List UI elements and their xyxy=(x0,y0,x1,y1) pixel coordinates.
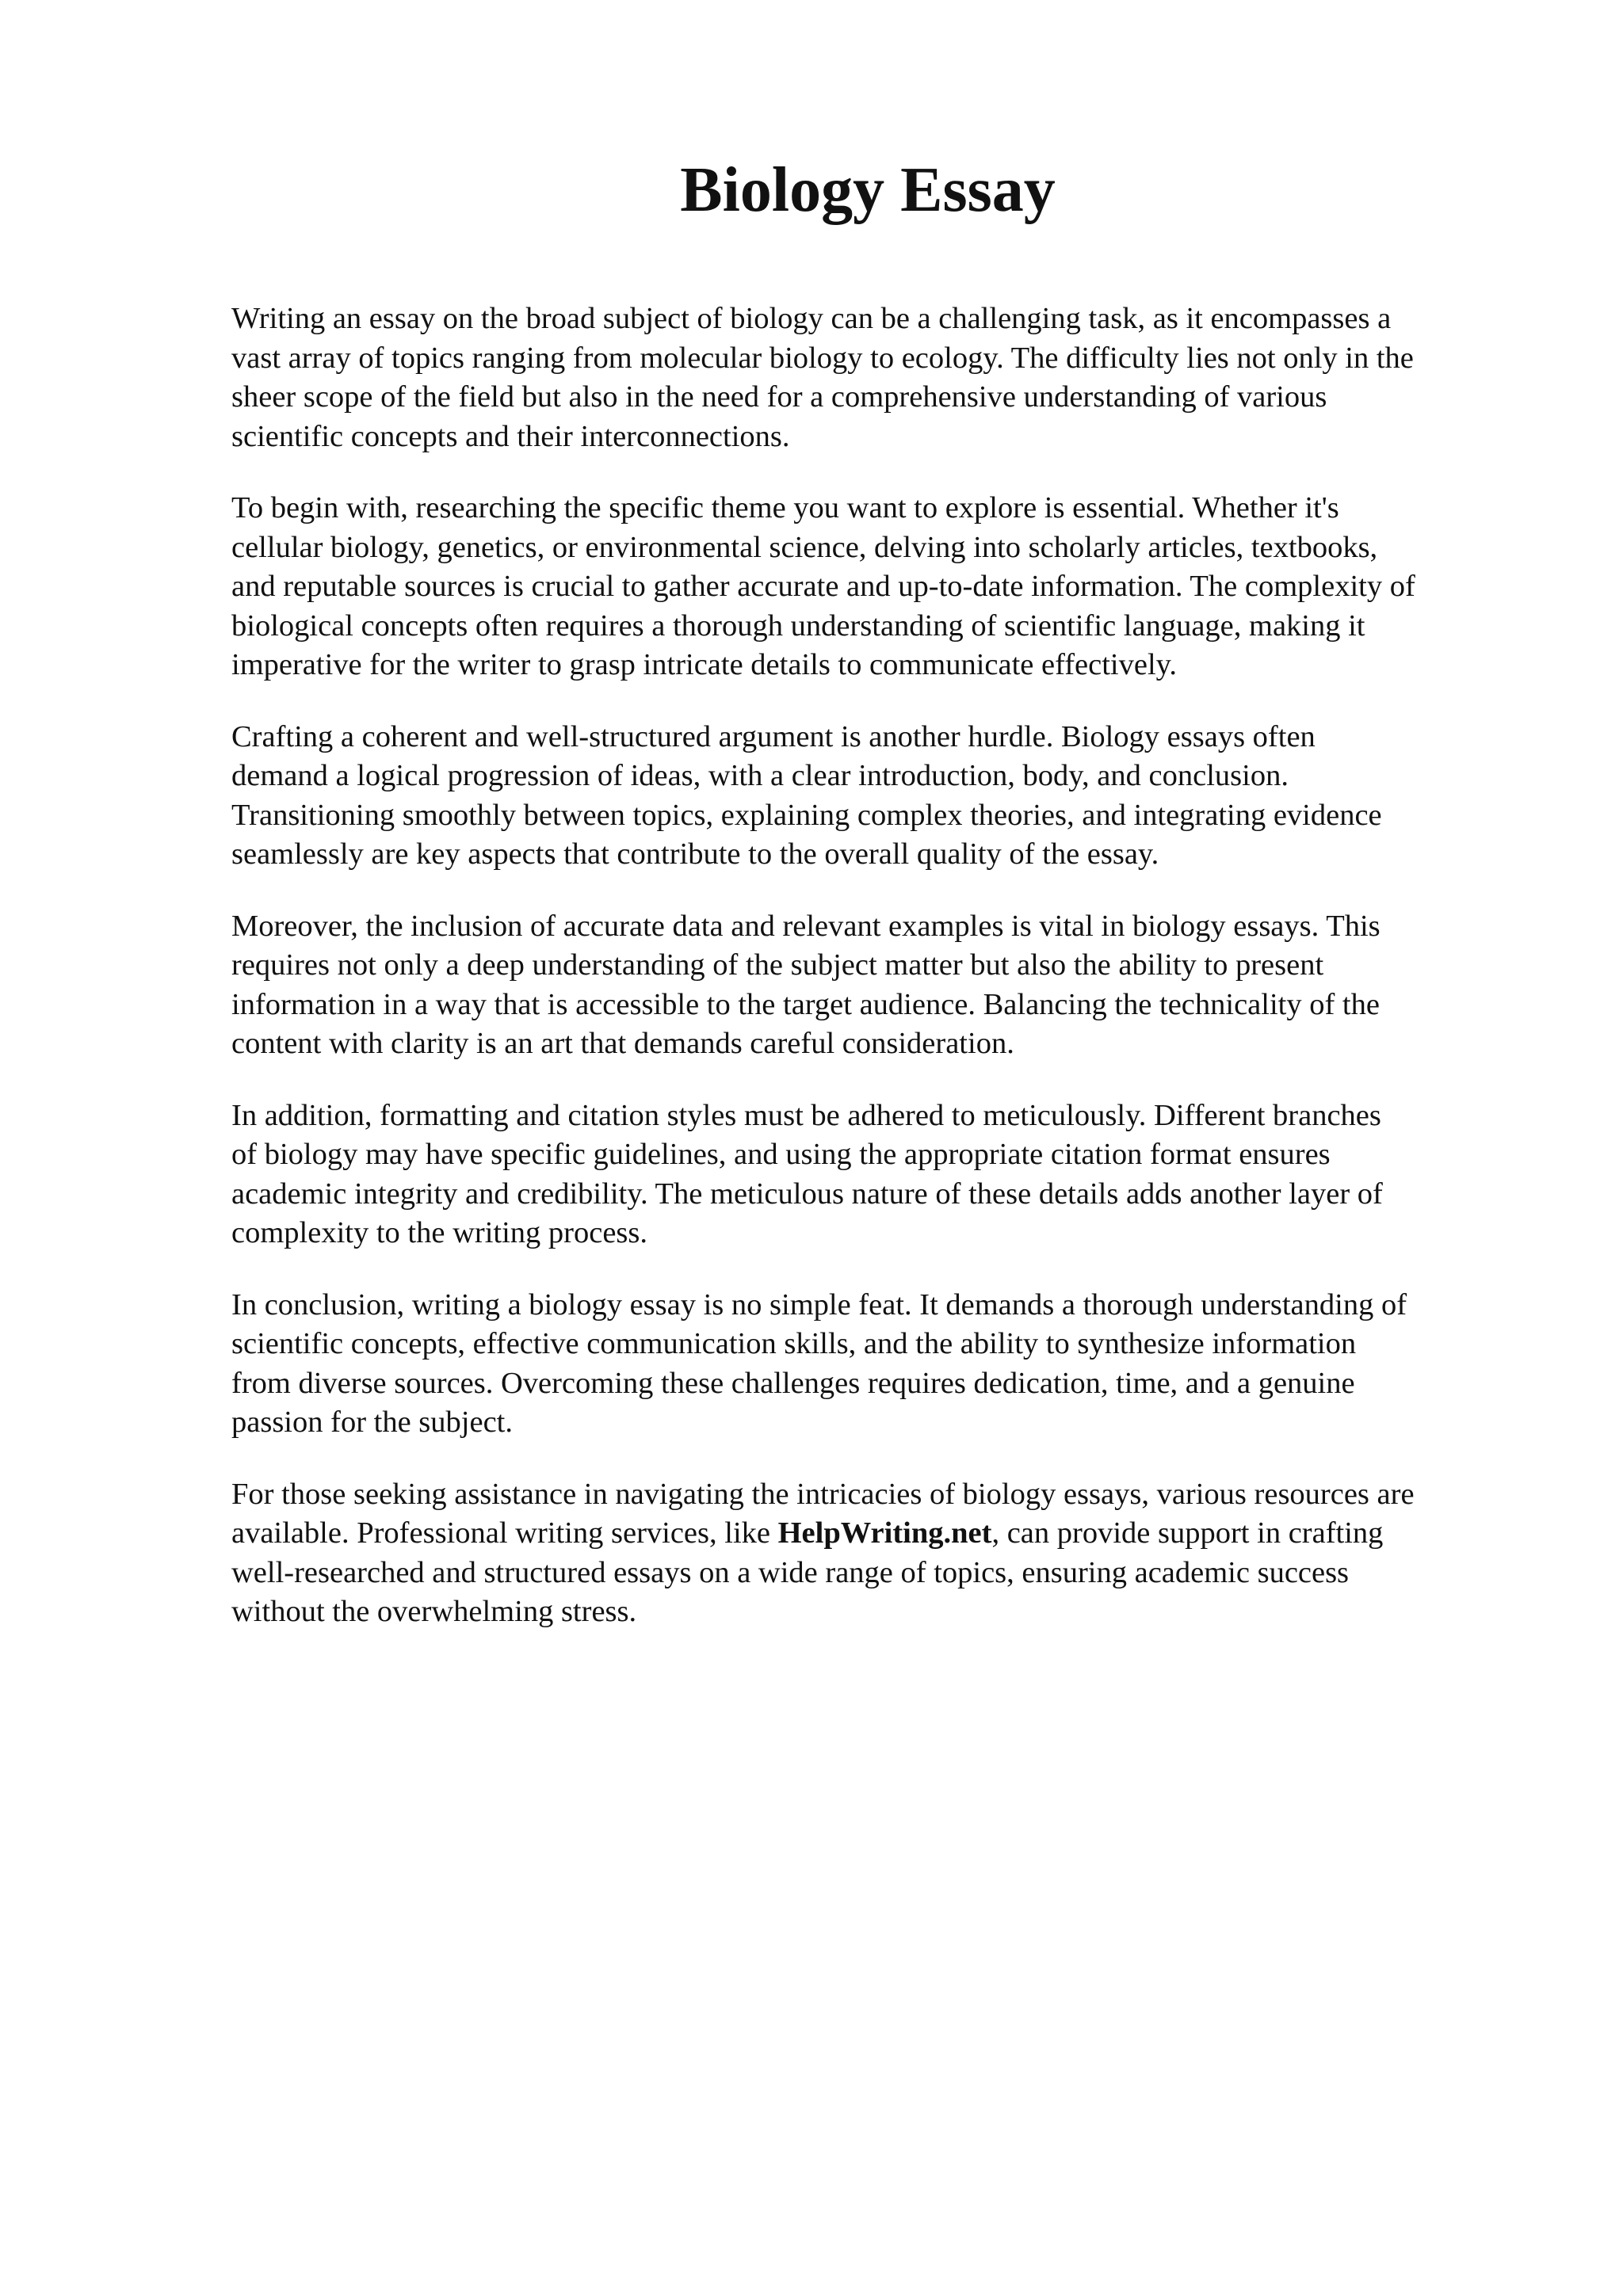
closing-line-2-before: available. Professional writing services, like xyxy=(231,1516,778,1550)
closing-paragraph xyxy=(231,1475,1515,1632)
closing-line-3: well-researched and structured essays on a wide range of topics, ensuring academic success xyxy=(231,1555,1350,1589)
paragraph-line: of biology may have specific guidelines, and using the appropriate citation format ensures xyxy=(231,1138,1331,1171)
body-paragraph xyxy=(231,718,1515,875)
paragraph-line: requires not only a deep understanding of the subject matter but also the ability to present xyxy=(231,948,1324,982)
closing-line-4: without the overwhelming stress. xyxy=(231,1595,637,1628)
paragraph-line: In addition, formatting and citation styles must be adhered to meticulously. Different branches xyxy=(231,1098,1381,1132)
paragraph-line: Crafting a coherent and well-structured argument is another hurdle. Biology essays often xyxy=(231,719,1316,753)
body-paragraph xyxy=(231,1097,1515,1253)
paragraph-line: passion for the subject. xyxy=(231,1405,513,1439)
paragraph-line: complexity to the writing process. xyxy=(231,1216,647,1249)
paragraph-line: Transitioning smoothly between topics, explaining complex theories, and integrating evidence xyxy=(231,798,1382,832)
paragraph-line: In conclusion, writing a biology essay is no simple feat. It demands a thorough understanding of xyxy=(231,1287,1407,1322)
body-paragraph xyxy=(231,1286,1515,1443)
paragraph-list xyxy=(231,299,1515,1443)
paragraph-line: cellular biology, genetics, or environmental science, delving into scholarly articles, textbooks, xyxy=(231,530,1378,564)
closing-line-2 xyxy=(231,1514,1515,1554)
paragraph-line: biological concepts often requires a thorough understanding of scientific language, making it xyxy=(231,608,1365,643)
paragraph-line: and reputable sources is crucial to gather accurate and up-to-date information. The complexity of xyxy=(231,570,1415,603)
body-paragraph xyxy=(231,907,1515,1064)
closing-line-2-after: , can provide support in crafting xyxy=(991,1516,1384,1550)
paragraph-line: Writing an essay on the broad subject of biology can be a challenging task, as it encompasses a xyxy=(231,302,1392,335)
paragraph-line: from diverse sources. Overcoming these challenges requires dedication, time, and a genuine xyxy=(231,1366,1355,1400)
paragraph-line: content with clarity is an art that demands careful consideration. xyxy=(231,1027,1014,1060)
paragraph-line: sheer scope of the field but also in the need for a comprehensive understanding of various xyxy=(231,380,1327,414)
body-paragraph xyxy=(231,299,1515,456)
paragraph-line: demand a logical progression of ideas, with a clear introduction, body, and conclusion. xyxy=(231,759,1289,792)
document-body xyxy=(231,299,1515,1665)
closing-line-1: For those seeking assistance in navigating the intricacies of biology essays, various resources are xyxy=(231,1477,1415,1511)
paragraph-line: seamlessly are key aspects that contribute to the overall quality of the essay. xyxy=(231,837,1159,871)
body-paragraph xyxy=(231,489,1515,685)
paragraph-line: imperative for the writer to grasp intricate details to communicate effectively. xyxy=(231,648,1178,681)
paragraph-line: information in a way that is accessible to the target audience. Balancing the technicality of the xyxy=(231,987,1380,1021)
helpwriting-link[interactable]: HelpWriting.net xyxy=(777,1516,992,1550)
paragraph-line: To begin with, researching the specific theme you want to explore is essential. Whether it's xyxy=(231,491,1339,524)
document-title: Biology Essay xyxy=(680,155,1056,225)
paragraph-line: academic integrity and credibility. The meticulous nature of these details adds another layer of xyxy=(231,1177,1383,1211)
paragraph-line: vast array of topics ranging from molecular biology to ecology. The difficulty lies not only in the xyxy=(231,341,1414,375)
paragraph-line: scientific concepts, effective communication skills, and the ability to synthesize information xyxy=(231,1327,1357,1360)
paragraph-line: scientific concepts and their interconnections. xyxy=(231,419,790,453)
paragraph-line: Moreover, the inclusion of accurate data and relevant examples is vital in biology essays. This xyxy=(231,909,1381,943)
